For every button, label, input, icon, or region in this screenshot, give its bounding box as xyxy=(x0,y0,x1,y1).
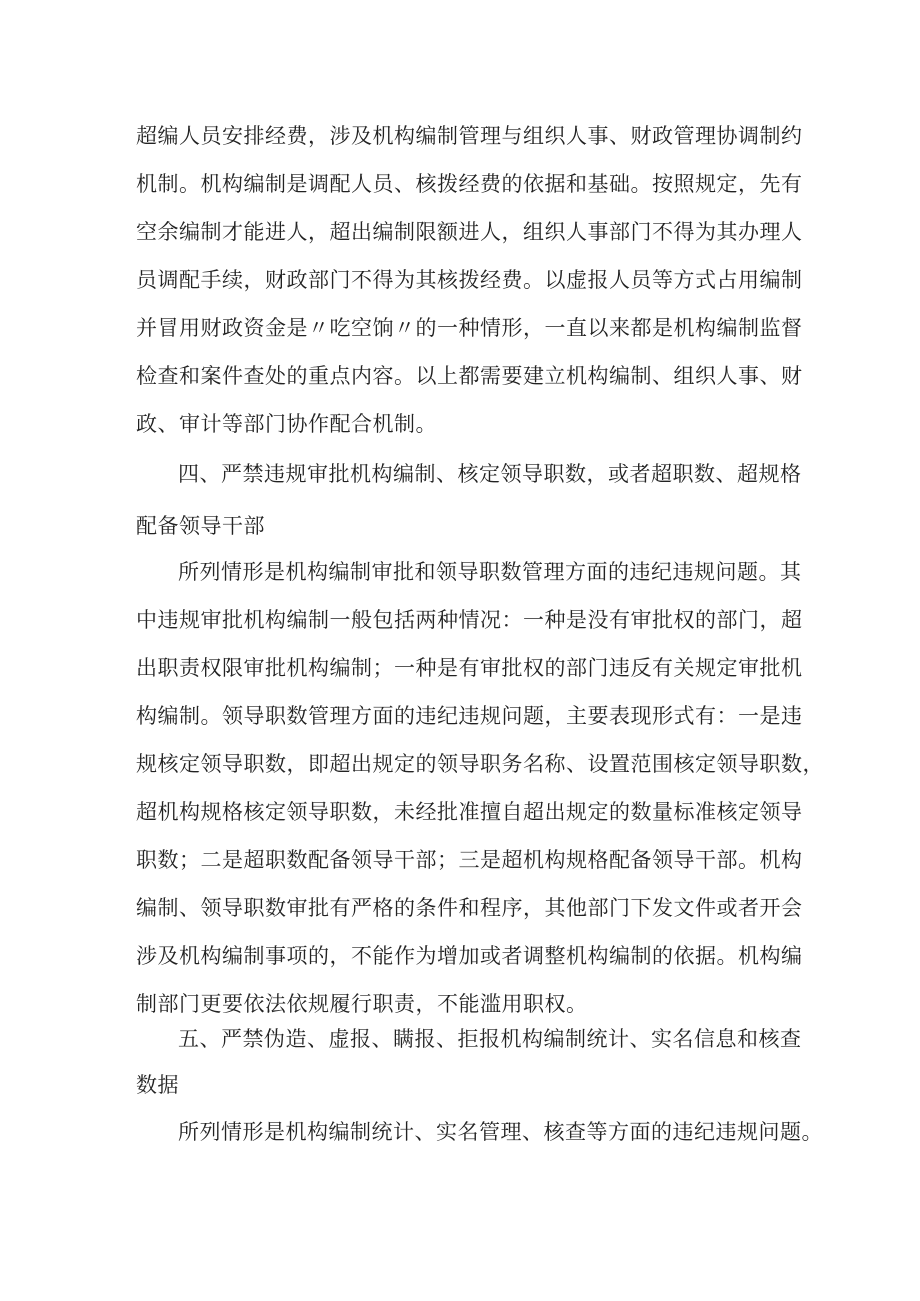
section-heading-four xyxy=(136,448,802,552)
paragraph-staffing-funding xyxy=(136,112,803,448)
text-line: 机制。机构编制是调配人员、核拨经费的依据和基础。按照规定，先有 xyxy=(136,172,803,196)
text-line: 规核定领导职数，即超出规定的领导职务名称、设置范围核定领导职数， xyxy=(136,752,824,776)
paragraph-statistics-violations xyxy=(136,1108,823,1156)
section-heading-five xyxy=(136,1016,802,1108)
text-line: 配备领导干部 xyxy=(136,514,265,538)
text-line: 职数；二是超职数配备领导干部；三是超机构规格配备领导干部。机构 xyxy=(136,848,803,872)
text-line: 所列情形是机构编制统计、实名管理、核查等方面的违纪违规问题。 xyxy=(178,1120,823,1144)
text-line: 并冒用财政资金是〃吃空饷〃的一种情形，一直以来都是机构编制监督 xyxy=(136,316,803,340)
text-line: 出职责权限审批机构编制；一种是有审批权的部门违反有关规定审批机 xyxy=(136,656,803,680)
text-line: 编制、领导职数审批有严格的条件和程序，其他部门下发文件或者开会 xyxy=(136,896,803,920)
paragraph-approval-violations xyxy=(136,548,824,1028)
text-line: 构编制。领导职数管理方面的违纪违规问题，主要表现形式有：一是违 xyxy=(136,704,803,728)
text-line: 所列情形是机构编制审批和领导职数管理方面的违纪违规问题。其 xyxy=(178,560,802,584)
text-line: 超编人员安排经费，涉及机构编制管理与组织人事、财政管理协调制约 xyxy=(136,124,803,148)
text-line: 五、严禁伪造、虚报、瞒报、拒报机构编制统计、实名信息和核查 xyxy=(178,1027,802,1051)
text-line: 超机构规格核定领导职数，未经批准擅自超出规定的数量标准核定领导 xyxy=(136,800,803,824)
text-line: 空余编制才能进人，超出编制限额进人，组织人事部门不得为其办理人 xyxy=(136,220,803,244)
text-line: 政、审计等部门协作配合机制。 xyxy=(136,412,437,436)
text-line: 四、严禁违规审批机构编制、核定领导职数，或者超职数、超规格 xyxy=(178,462,802,486)
text-line: 员调配手续，财政部门不得为其核拨经费。以虚报人员等方式占用编制 xyxy=(136,268,803,292)
text-line: 数据 xyxy=(136,1073,179,1097)
text-line: 涉及机构编制事项的，不能作为增加或者调整机构编制的依据。机构编 xyxy=(136,944,803,968)
text-line: 中违规审批机构编制一般包括两种情况：一种是没有审批权的部门，超 xyxy=(136,608,803,632)
text-line: 制部门更要依法依规履行职责，不能滥用职权。 xyxy=(136,992,588,1016)
text-line: 检查和案件查处的重点内容。以上都需要建立机构编制、组织人事、财 xyxy=(136,364,803,388)
